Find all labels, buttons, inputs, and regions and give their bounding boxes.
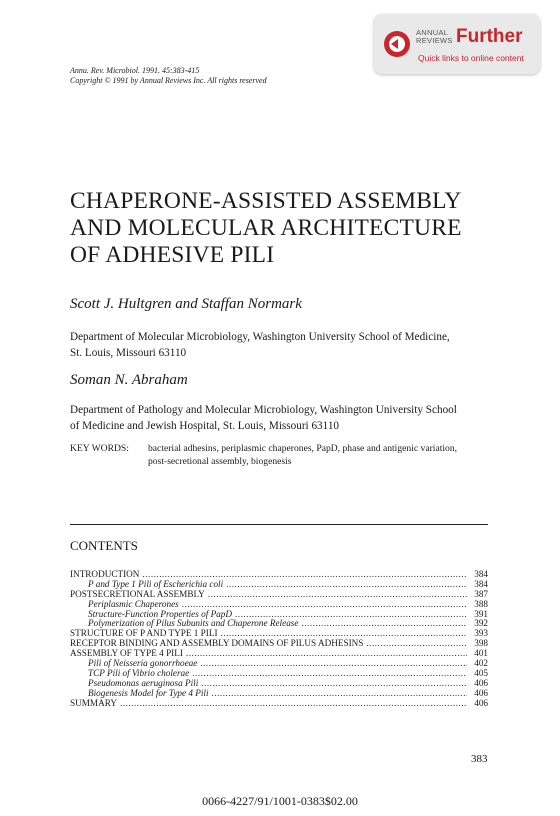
affiliation1-line2: St. Louis, Missouri 63110 xyxy=(70,346,187,359)
citation-line2: Copyright © 1991 by Annual Reviews Inc. All rights reserved xyxy=(70,76,267,85)
keywords-text: bacterial adhesins, periplasmic chaperones, PapD, phase and antigenic variation, post-secretional assembly, biogenesis xyxy=(148,443,458,467)
toc-entry-title: Pili of Neisseria gonorrhoeae xyxy=(88,658,198,669)
toc-leader xyxy=(201,679,467,689)
further-logo-icon xyxy=(384,31,410,57)
toc-leader xyxy=(226,580,467,590)
section-divider xyxy=(70,524,488,525)
toc-entry-title: INTRODUCTION xyxy=(70,569,140,579)
toc-leader xyxy=(208,590,467,600)
toc-entry-page: 393 xyxy=(474,628,488,639)
affiliation2-line2: of Medicine and Jewish Hospital, St. Louis, Missouri 63110 xyxy=(70,419,340,432)
toc-entry-title: STRUCTURE OF P AND TYPE 1 PILI xyxy=(70,628,218,639)
page-number: 383 xyxy=(471,753,488,765)
toc-entry-page: 402 xyxy=(474,658,488,669)
citation-line1: Annu. Rev. Microbiol. 1991. 45:383-415 xyxy=(70,66,200,75)
contents-heading: CONTENTS xyxy=(70,538,138,553)
toc-entry-page: 401 xyxy=(474,648,488,659)
journal-citation xyxy=(70,66,267,86)
toc-entry-page: 387 xyxy=(474,588,488,599)
toc-entry-title: Pseudomonas aeruginosa Pili xyxy=(88,677,199,688)
affiliation-primary xyxy=(70,330,500,361)
toc-leader xyxy=(301,619,467,629)
toc-entry-page: 398 xyxy=(474,638,488,649)
toc-leader xyxy=(186,649,467,659)
toc-entry-title: SUMMARY xyxy=(70,697,117,708)
toc-entry-page: 392 xyxy=(474,618,488,629)
toc-entry-title: POSTSECRETIONAL ASSEMBLY xyxy=(70,588,205,599)
table-of-contents xyxy=(70,570,488,708)
toc-entry-title: Periplasmic Chaperones xyxy=(88,598,179,609)
further-tagline[interactable]: Quick links to online content xyxy=(418,53,524,63)
toc-leader xyxy=(366,639,467,649)
toc-leader xyxy=(212,689,467,699)
article-title xyxy=(70,188,462,269)
toc-entry-title: Polymerization of Pilus Subunits and Chaperone Release xyxy=(88,618,299,629)
toc-entry-page: 406 xyxy=(474,697,488,708)
further-brand: Further xyxy=(456,26,523,47)
toc-entry-title: P and Type 1 Pili of Escherichia coli xyxy=(88,578,224,589)
toc-entry-title: Biogenesis Model for Type 4 Pili xyxy=(88,687,209,698)
further-badge[interactable] xyxy=(374,14,540,74)
toc-entry-page: 388 xyxy=(474,598,488,609)
toc-entry-title: Structure-Function Properties of PapD xyxy=(88,608,232,619)
authors-primary: Scott J. Hultgren and Staffan Normark xyxy=(70,296,302,312)
keywords-block xyxy=(70,443,478,468)
toc-entry-page: 405 xyxy=(474,667,488,678)
title-line1: CHAPERONE-ASSISTED ASSEMBLY xyxy=(70,188,462,214)
toc-leader xyxy=(120,699,467,709)
toc-entry-page: 391 xyxy=(474,608,488,619)
affiliation1-line1: Department of Molecular Microbiology, Washington University School of Medicine, xyxy=(70,331,450,343)
toc-leader xyxy=(200,659,467,669)
affiliation-secondary xyxy=(70,403,500,434)
badge-line1: ANNUAL xyxy=(416,28,449,37)
toc-leader xyxy=(192,669,467,679)
annual-reviews-label xyxy=(416,29,453,45)
keywords-label: KEY WORDS: xyxy=(70,443,129,454)
toc-entry-page: 384 xyxy=(474,569,488,579)
title-line2: AND MOLECULAR ARCHITECTURE xyxy=(70,215,462,241)
toc-entry-title: RECEPTOR BINDING AND ASSEMBLY DOMAINS OF PILUS ADHESINS xyxy=(70,638,364,649)
toc-entry-page: 406 xyxy=(474,677,488,688)
toc-entry-page: 406 xyxy=(474,687,488,698)
toc-entry-page: 384 xyxy=(474,578,488,589)
toc-entry-title: ASSEMBLY OF TYPE 4 PILI xyxy=(70,648,183,659)
title-line3: OF ADHESIVE PILI xyxy=(70,242,275,268)
issn-footer: 0066-4227/91/1001-0383$02.00 xyxy=(202,794,358,808)
authors-secondary: Soman N. Abraham xyxy=(70,372,188,388)
toc-entry-title: TCP Pili of Vibrio cholerae xyxy=(88,667,190,678)
affiliation2-line1: Department of Pathology and Molecular Microbiology, Washington University School xyxy=(70,404,457,416)
toc-entry[interactable] xyxy=(70,699,488,709)
badge-line2: REVIEWS xyxy=(416,36,453,45)
toc-entry[interactable] xyxy=(70,689,488,699)
